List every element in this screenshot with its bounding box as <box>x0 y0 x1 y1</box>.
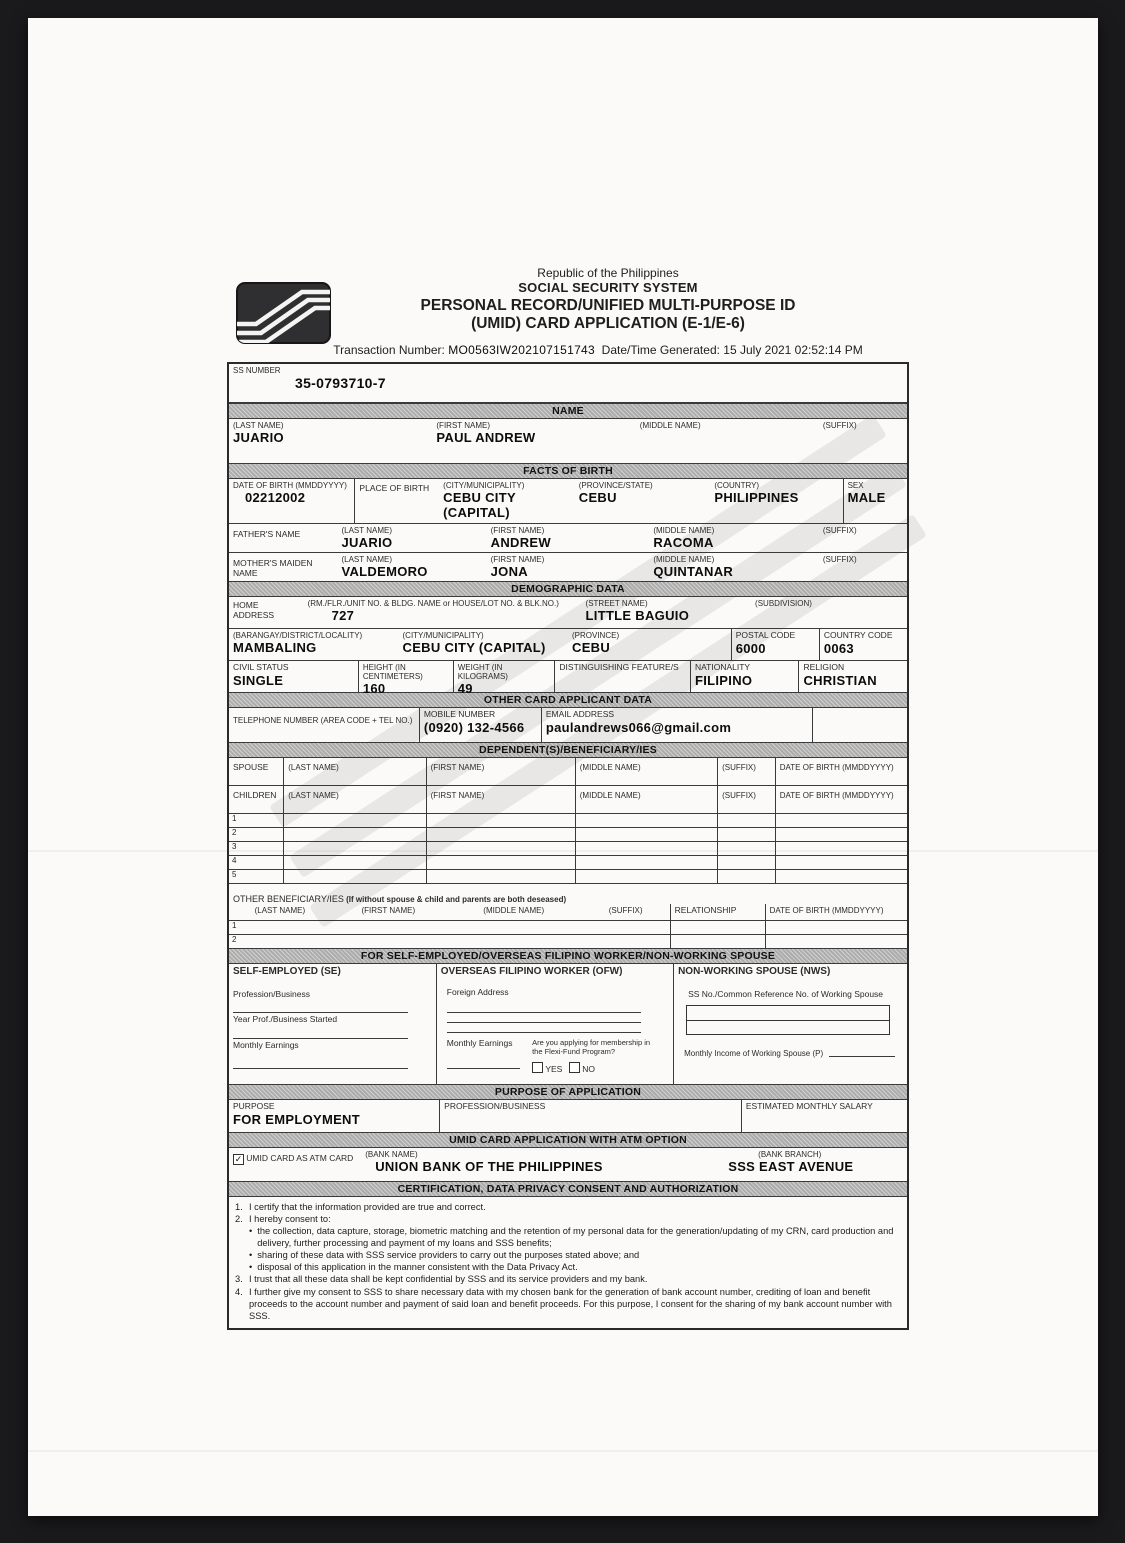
mother-name-row <box>229 553 907 581</box>
postal-value: 6000 <box>735 640 766 656</box>
father-middle-label: (MIDDLE NAME) <box>653 526 715 535</box>
home-address-label: HOME ADDRESS <box>233 600 275 620</box>
father-last-value: JUARIO <box>341 535 393 551</box>
birth-row <box>229 479 907 524</box>
mobile-label: MOBILE NUMBER <box>423 709 496 719</box>
country-code-value: 0063 <box>823 640 854 656</box>
ofw-column: OVERSEAS FILIPINO WORKER (OFW) Foreign Address Monthly Earnings Are you applying for membership in the Flexi-Fund Program? YES NO <box>436 964 673 1084</box>
transaction-label: Transaction Number: <box>333 343 445 357</box>
religion-label: RELIGION <box>803 662 845 672</box>
transaction-number: MO0563IW202107151743 <box>448 343 595 357</box>
civil-status-value: SINGLE <box>233 672 284 688</box>
child-row-5: 5 <box>229 870 907 884</box>
children-dob-label: DATE OF BIRTH (MMDDYYYY) <box>779 791 894 800</box>
flexi-no-label: NO <box>582 1063 595 1074</box>
pob-city-label: (CITY/MUNICIPALITY) <box>443 481 525 490</box>
email-value: paulandrews066@gmail.com <box>545 719 732 735</box>
home-address-sublabel: (RM./FLR./UNIT NO. & BLDG. NAME or HOUSE/LOT NO. & BLK.NO.) <box>307 599 559 608</box>
profession-label: PROFESSION/BUSINESS <box>444 1101 546 1111</box>
spouse-row <box>229 758 907 786</box>
father-name-row <box>229 524 907 553</box>
country-code-label: COUNTRY CODE <box>823 630 893 640</box>
certification-text: 1. I certify that the information provided are true and correct. 2. I hereby consent to: • the collection, data capture, storage, biometric matching and the retention of my personal data for the generation/updating of my CRN, card production and delivery, further processing and payment of my loans and SSS benefits; • sharing of these data with SSS service providers to carry out the purposes stated above; and • disposal of this application in the manner consistent with the Data Privacy Act. 3. I trust that all these data shall be kept confidential by SSS and its service providers and my bank. 4. I further give my consent to SSS to share necessary data with my chosen bank for the generation of bank account number, crediting of loan and benefit proceeds to the account number and payment of said loan and benefit proceeds. For this purpose, I consent for the sharing of my bank account number with SSS. <box>229 1197 907 1328</box>
dob-label: DATE OF BIRTH (MMDDYYYY) <box>233 481 347 490</box>
sex-value: MALE <box>847 490 886 506</box>
other-beneficiary-block <box>229 884 907 948</box>
other-beneficiary-row-2: 2 <box>229 935 907 948</box>
nws-column: NON-WORKING SPOUSE (NWS) SS No./Common Reference No. of Working Spouse Monthly Income of Working Spouse (P) <box>673 964 907 1084</box>
suffix-label: (SUFFIX) <box>822 421 857 430</box>
ss-number-row <box>229 364 907 403</box>
name-row <box>229 419 907 463</box>
spouse-middle-label: (MIDDLE NAME) <box>579 763 641 772</box>
section-se-ofw-nws: FOR SELF-EMPLOYED/OVERSEAS FILIPINO WORKER/NON-WORKING SPOUSE <box>229 948 907 964</box>
other-beneficiary-labels: (LAST NAME) (FIRST NAME) (MIDDLE NAME) (SUFFIX) RELATIONSHIP DATE OF BIRTH (MMDDYYYY) <box>229 904 907 921</box>
purpose-label: PURPOSE <box>233 1101 275 1111</box>
flexi-yes-label: YES <box>545 1063 563 1074</box>
paper-crease <box>28 1450 1098 1452</box>
other-beneficiary-row-1: 1 <box>229 921 907 935</box>
nationality-label: NATIONALITY <box>695 662 751 672</box>
mother-first-value: JONA <box>490 564 528 580</box>
brgy-label: (BARANGAY/DISTRICT/LOCALITY) <box>233 631 363 640</box>
datetime-label: Date/Time Generated: <box>601 343 720 357</box>
religion-value: CHRISTIAN <box>803 672 877 688</box>
child-row-1: 1 <box>229 814 907 828</box>
bank-branch-label: (BANK BRANCH) <box>758 1150 822 1159</box>
mother-middle-label: (MIDDLE NAME) <box>653 555 715 564</box>
height-label: HEIGHT (IN CENTIMETERS) <box>362 663 423 682</box>
sss-logo-icon <box>236 282 331 349</box>
first-name-value: PAUL ANDREW <box>436 430 536 446</box>
contact-row <box>229 708 907 742</box>
pob-province-label: (PROVINCE/STATE) <box>578 481 653 490</box>
sex-label: SEX <box>847 481 864 490</box>
father-label: FATHER'S NAME <box>233 529 301 539</box>
scanned-form-page <box>28 18 1098 1516</box>
father-first-label: (FIRST NAME) <box>490 526 545 535</box>
mother-suffix-label: (SUFFIX) <box>822 555 857 564</box>
purpose-row <box>229 1100 907 1132</box>
father-first-value: ANDREW <box>490 535 551 551</box>
flexi-no-checkbox <box>569 1062 580 1073</box>
pob-country-label: (COUNTRY) <box>714 481 760 490</box>
bank-name-label: (BANK NAME) <box>365 1150 418 1159</box>
children-suffix-label: (SUFFIX) <box>722 791 756 800</box>
mother-label: MOTHER'S MAIDEN NAME <box>233 558 313 578</box>
flexi-question: Are you applying for membership in the Flexi-Fund Program? <box>532 1038 651 1056</box>
section-atm-option: UMID CARD APPLICATION WITH ATM OPTION <box>229 1132 907 1148</box>
email-label: EMAIL ADDRESS <box>545 709 615 719</box>
salary-label: ESTIMATED MONTHLY SALARY <box>745 1101 873 1111</box>
ss-number-label: SS NUMBER <box>233 366 281 375</box>
pob-city-value: CEBU CITY <box>443 490 516 506</box>
umid-atm-checkbox: ✓ <box>234 1154 243 1164</box>
weight-label: WEIGHT (IN KILOGRAMS) <box>457 663 508 682</box>
street-label: (STREET NAME) <box>585 599 648 608</box>
section-name: NAME <box>229 403 907 419</box>
other-beneficiary-title: OTHER BENEFICIARY/IES <box>233 893 344 904</box>
section-facts-of-birth: FACTS OF BIRTH <box>229 463 907 479</box>
spouse-last-label: (LAST NAME) <box>288 763 339 772</box>
spouse-label: SPOUSE <box>233 762 269 772</box>
section-dependents: DEPENDENT(S)/BENEFICIARY/IES <box>229 742 907 758</box>
mother-last-value: VALDEMORO <box>341 564 428 580</box>
province-label: (PROVINCE) <box>572 631 620 640</box>
application-form <box>227 362 909 1330</box>
purpose-value: FOR EMPLOYMENT <box>233 1111 360 1127</box>
form-title-line1: PERSONAL RECORD/UNIFIED MULTI-PURPOSE ID <box>420 297 796 314</box>
section-other-card-data: OTHER CARD APPLICANT DATA <box>229 692 907 708</box>
pob-label: PLACE OF BIRTH <box>359 483 430 493</box>
datetime-value: 15 July 2021 02:52:14 PM <box>723 343 863 357</box>
telephone-label: TELEPHONE NUMBER (AREA CODE + TEL NO.) <box>233 716 413 725</box>
bank-name-value: UNION BANK OF THE PHILIPPINES <box>375 1159 603 1175</box>
mobile-value: (0920) 132-4566 <box>423 719 525 735</box>
subdivision-label: (SUBDIVISION) <box>755 599 812 608</box>
nws-ssno-box <box>686 1005 890 1035</box>
mother-first-label: (FIRST NAME) <box>490 555 545 564</box>
height-value: 160 <box>362 681 386 697</box>
flexi-yes-checkbox <box>532 1062 543 1073</box>
spouse-suffix-label: (SUFFIX) <box>722 763 756 772</box>
brgy-value: MAMBALING <box>233 640 317 656</box>
children-first-label: (FIRST NAME) <box>430 791 485 800</box>
home-address-row <box>229 597 907 629</box>
last-name-label: (LAST NAME) <box>233 421 284 430</box>
father-middle-value: RACOMA <box>653 535 714 551</box>
agency-name: SOCIAL SECURITY SYSTEM <box>518 280 698 295</box>
weight-value: 49 <box>457 681 473 697</box>
locality-row <box>229 629 907 661</box>
bank-branch-value: SSS EAST AVENUE <box>728 1159 854 1175</box>
atm-row <box>229 1148 907 1181</box>
children-middle-label: (MIDDLE NAME) <box>579 791 641 800</box>
document-header <box>208 266 948 357</box>
pob-city-value2: (CAPITAL) <box>443 505 510 521</box>
section-purpose: PURPOSE OF APPLICATION <box>229 1084 907 1100</box>
spouse-dob-label: DATE OF BIRTH (MMDDYYYY) <box>779 763 894 772</box>
children-last-label: (LAST NAME) <box>288 791 339 800</box>
child-row-4: 4 <box>229 856 907 870</box>
street-value: LITTLE BAGUIO <box>585 608 690 624</box>
father-suffix-label: (SUFFIX) <box>822 526 857 535</box>
children-header-row <box>229 786 907 814</box>
father-last-label: (LAST NAME) <box>341 526 392 535</box>
features-label: DISTINGUISHING FEATURE/S <box>559 662 679 672</box>
other-beneficiary-note: (If without spouse & child and parents are both deseased) <box>346 894 567 904</box>
pob-province-value: CEBU <box>578 490 617 506</box>
postal-label: POSTAL CODE <box>735 630 796 640</box>
child-row-2: 2 <box>229 828 907 842</box>
form-title-line2: (UMID) CARD APPLICATION (E-1/E-6) <box>471 315 745 332</box>
ss-number-value: 35-0793710-7 <box>295 375 386 392</box>
civil-status-row <box>229 661 907 697</box>
dob-value: 02212002 <box>245 490 306 506</box>
mother-last-label: (LAST NAME) <box>341 555 392 564</box>
section-demographic: DEMOGRAPHIC DATA <box>229 581 907 597</box>
first-name-label: (FIRST NAME) <box>436 421 491 430</box>
section-certification: CERTIFICATION, DATA PRIVACY CONSENT AND AUTHORIZATION <box>229 1181 907 1197</box>
city-label: (CITY/MUNICIPALITY) <box>402 631 484 640</box>
umid-atm-label: UMID CARD AS ATM CARD <box>246 1153 354 1163</box>
province-value: CEBU <box>572 640 611 656</box>
self-employed-column: SELF-EMPLOYED (SE) Profession/Business Year Prof./Business Started Monthly Earnings <box>229 964 436 1084</box>
children-label: CHILDREN <box>233 790 277 800</box>
child-row-3: 3 <box>229 842 907 856</box>
nationality-value: FILIPINO <box>695 672 753 688</box>
pob-country-value: PHILIPPINES <box>714 490 799 506</box>
city-value: CEBU CITY (CAPITAL) <box>402 640 546 656</box>
spouse-first-label: (FIRST NAME) <box>430 763 485 772</box>
republic-line: Republic of the Philippines <box>537 266 679 280</box>
home-address-value: 727 <box>331 608 355 624</box>
mother-middle-value: QUINTANAR <box>653 564 734 580</box>
last-name-value: JUARIO <box>233 430 284 446</box>
contact-blank-cell <box>812 708 907 742</box>
se-ofw-nws-body <box>229 964 907 1084</box>
middle-name-label: (MIDDLE NAME) <box>639 421 701 430</box>
civil-status-label: CIVIL STATUS <box>233 662 289 672</box>
